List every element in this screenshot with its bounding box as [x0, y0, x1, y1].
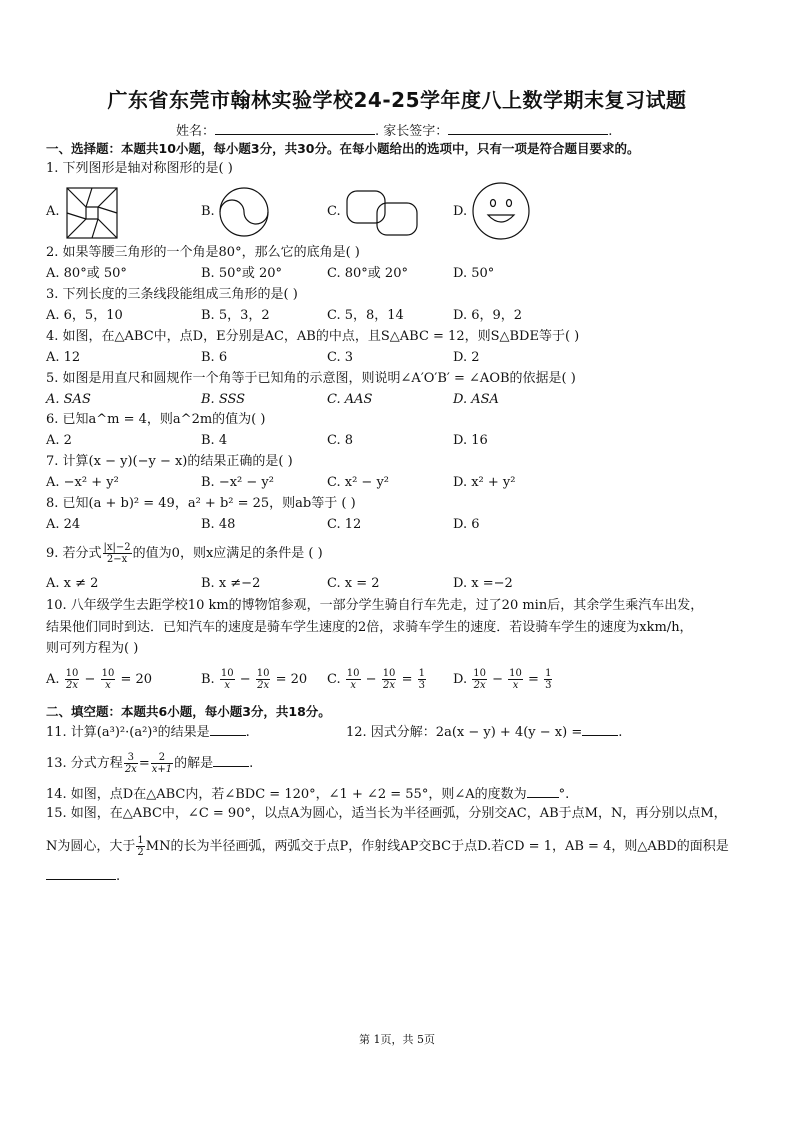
- q12-answer-blank: [582, 724, 618, 736]
- q14-text: 14. 如图，点D在△ABC内，若∠BDC = 120°，∠1 + ∠2 = 55°，则∠A的度数为: [46, 787, 527, 802]
- q7-option-c: C. x² − y²: [327, 475, 390, 490]
- numerator: 2: [151, 752, 173, 764]
- frac-10-over-x: [508, 668, 523, 691]
- denominator: 2x: [383, 680, 396, 691]
- equals-sign: =: [138, 756, 150, 771]
- pinwheel-square-figure: [66, 187, 118, 239]
- q11-text: 11. 计算(a³)²·(a²)³的结果是: [46, 725, 210, 740]
- q6-option-c: C. 8: [327, 433, 354, 448]
- frac-10-over-x: [220, 668, 235, 691]
- minus-sign: −: [492, 672, 504, 687]
- q4-option-d: D. 2: [453, 350, 480, 365]
- minus-sign: −: [239, 672, 251, 687]
- q4-option-c: C. 3: [327, 350, 354, 365]
- section1-header: 一、选择题：本题共10小题，每小题3分，共30分。在每小题给出的选项中，只有一项是符合题目要求的。: [46, 141, 640, 156]
- denominator: x: [350, 680, 356, 691]
- q1-stem: 1. 下列图形是轴对称图形的是( ): [46, 161, 233, 176]
- q9-option-a: A. x ≠ 2: [46, 576, 99, 591]
- q7-stem: 7. 计算(x − y)(−y − x)的结果正确的是( ): [46, 454, 293, 469]
- equals-20: = 20: [120, 672, 153, 687]
- q10-option-a: [46, 668, 152, 691]
- q13-fraction-right: [151, 752, 173, 775]
- yin-yang-circle-figure: [218, 186, 270, 238]
- q4-option-b: B. 6: [201, 350, 228, 365]
- minus-sign: −: [365, 672, 377, 687]
- q6-option-a: A. 2: [46, 433, 72, 448]
- denominator: x: [105, 680, 111, 691]
- q13-post: 的解是: [174, 756, 214, 771]
- frac-10-over-2x: [65, 668, 80, 691]
- q9-stem-post: 的值为0，则x应满足的条件是 ( ): [132, 546, 323, 561]
- q3-option-a: A. 6，5，10: [46, 308, 123, 323]
- numerator: 1: [545, 668, 552, 679]
- q13-period: .: [249, 756, 254, 771]
- q11: [46, 724, 250, 741]
- q8-option-c: C. 12: [327, 517, 362, 532]
- q14-answer-blank: [527, 786, 559, 798]
- q14-end: °.: [558, 787, 570, 802]
- frac-10-over-2x: [382, 668, 397, 691]
- numerator: 10: [220, 668, 234, 679]
- q15-line1: 15. 如图，在△ABC中，∠C = 90°，以点A为圆心，适当长为半径画弧，分别交AC，AB于点M，N，再分别以点M，: [46, 806, 727, 821]
- q10-line1: 10. 八年级学生去距学校10 km的博物馆参观，一部分学生骑自行车先走，过了20 min后，其余学生乘汽车出发，: [46, 598, 704, 613]
- q3-stem: 3. 下列长度的三条线段能组成三角形的是( ): [46, 287, 298, 302]
- q10-option-b-label: B.: [201, 672, 215, 687]
- numerator: 3: [124, 752, 138, 764]
- q3-option-d: D. 6，9，2: [453, 308, 523, 323]
- q4-stem: 4. 如图，在△ABC中，点D，E分别是AC，AB的中点，且S△ABC = 12，则S△BDE等于( ): [46, 329, 580, 344]
- numerator: 10: [473, 668, 486, 679]
- q2-option-a: A. 80°或 50°: [46, 266, 127, 281]
- denominator: 2x: [473, 680, 486, 691]
- q4-option-a: A. 12: [46, 350, 81, 365]
- page-title: 广东省东莞市翰林实验学校24-25学年度八上数学期末复习试题: [107, 88, 687, 112]
- frac-10-over-x: [346, 668, 361, 691]
- denominator: x: [512, 680, 519, 691]
- numerator: 10: [101, 668, 115, 679]
- q13-pre: 13. 分式方程: [46, 756, 123, 771]
- q1-option-a-label: A.: [46, 204, 60, 219]
- q15-answer-blank: [46, 868, 116, 880]
- q8-option-a: A. 24: [46, 517, 81, 532]
- equals-sign: =: [401, 672, 413, 687]
- q12: [346, 724, 622, 741]
- page-footer: 第 1页，共 5页: [359, 1033, 435, 1046]
- q10-line2: 结果他们同时到达．已知汽车的速度是骑车学生速度的2倍，求骑车学生的速度．若设骑车学生的速度为xkm/h，: [46, 620, 693, 635]
- name-signature-line: [176, 120, 612, 139]
- q2-stem: 2. 如果等腰三角形的一个角是80°，那么它的底角是( ): [46, 245, 360, 260]
- smiley-face-figure: [471, 181, 531, 241]
- numerator: 10: [256, 668, 270, 679]
- q8-stem: 8. 已知(a + b)² = 49，a² + b² = 25，则ab等于 ( ): [46, 496, 356, 511]
- q15-answer: [46, 868, 120, 885]
- equals-sign: =: [528, 672, 539, 687]
- denominator: 3: [418, 680, 425, 691]
- denominator: 2x: [257, 680, 270, 691]
- q6-option-d: D. 16: [453, 433, 488, 448]
- q10-option-c: [327, 668, 427, 691]
- frac-10-over-x: [101, 668, 116, 691]
- q9-option-d: D. x =−2: [453, 576, 513, 591]
- q10-option-a-label: A.: [46, 672, 60, 687]
- q9-stem: [46, 542, 323, 565]
- q15-period: .: [116, 869, 121, 884]
- denominator: 2x: [66, 680, 79, 691]
- q11-answer-blank: [210, 724, 246, 736]
- denominator: 3: [545, 680, 552, 691]
- q2-option-c: C. 80°或 20°: [327, 266, 408, 281]
- q10-option-d-label: D.: [453, 672, 468, 687]
- q5-option-c: C. AAS: [327, 392, 373, 407]
- q3-option-b: B. 5，3，2: [201, 308, 270, 323]
- q3-option-c: C. 5，8，14: [327, 308, 404, 323]
- denominator: x+1: [151, 764, 173, 775]
- q9-fraction: [103, 542, 132, 565]
- frac-10-over-2x: [472, 668, 487, 691]
- q1-option-b-label: B.: [201, 204, 215, 219]
- q8-option-b: B. 48: [201, 517, 236, 532]
- numerator: 10: [382, 668, 396, 679]
- q13: [46, 752, 253, 775]
- q10-option-b: [201, 668, 307, 691]
- numerator: 1: [418, 668, 425, 679]
- q10-line3: 则可列方程为( ): [46, 641, 139, 656]
- nameline-period: .: [608, 124, 613, 139]
- q5-stem: 5. 如图是用直尺和圆规作一个角等于已知角的示意图，则说明∠A′O′B′ = ∠AOB的依据是( ): [46, 371, 576, 386]
- q10-option-c-label: C.: [327, 672, 341, 687]
- numerator: 10: [509, 668, 522, 679]
- q9-option-c: C. x = 2: [327, 576, 380, 591]
- q7-option-a: A. −x² + y²: [46, 475, 119, 490]
- q11-period: .: [245, 725, 250, 740]
- frac-10-over-2x: [256, 668, 271, 691]
- equals-20: = 20: [275, 672, 308, 687]
- parent-signature-label: . 家长签字：: [375, 124, 449, 139]
- parent-signature-blank: [448, 123, 608, 135]
- section2-header: 二、填空题：本题共6小题，每小题3分，共18分。: [46, 704, 331, 719]
- denominator: 2x: [124, 764, 137, 775]
- q9-stem-pre: 9. 若分式: [46, 546, 102, 561]
- q14: [46, 786, 569, 803]
- q13-answer-blank: [213, 755, 249, 767]
- q2-option-b: B. 50°或 20°: [201, 266, 283, 281]
- q1-option-d-label: D.: [453, 204, 468, 219]
- q9-option-b: B. x ≠−2: [201, 576, 261, 591]
- q15-line2: [46, 835, 729, 858]
- q9-fraction-numerator: |x|−2: [103, 542, 131, 553]
- q8-option-d: D. 6: [453, 517, 480, 532]
- frac-1-over-3: [544, 668, 552, 691]
- q1-option-c-label: C.: [327, 204, 341, 219]
- name-blank: [215, 123, 375, 135]
- q15-line2-pre: N为圆心，大于: [46, 839, 136, 854]
- q10-option-d: [453, 668, 553, 691]
- denominator: x: [224, 680, 231, 691]
- numerator: 10: [65, 668, 79, 679]
- q13-fraction-left: [124, 752, 138, 775]
- q7-option-d: D. x² + y²: [453, 475, 516, 490]
- interlocked-rounded-squares-figure: [345, 188, 425, 238]
- q15-half-fraction: [136, 835, 144, 858]
- q12-text: 12. 因式分解：2a(x − y) + 4(y − x) =: [346, 725, 583, 740]
- q5-option-b: B. SSS: [201, 392, 246, 407]
- q5-option-a: A. SAS: [46, 392, 91, 407]
- q15-line2-post: MN的长为半径画弧，两弧交于点P，作射线AP交BC于点D.若CD = 1，AB = 4，则△ABD的面积是: [145, 839, 729, 854]
- q6-option-b: B. 4: [201, 433, 228, 448]
- q6-stem: 6. 已知a^m = 4，则a^2m的值为( ): [46, 412, 266, 427]
- frac-1-over-3: [418, 668, 426, 691]
- name-label: 姓名：: [176, 124, 216, 139]
- numerator: 1: [137, 835, 144, 846]
- denominator: 2: [137, 847, 144, 858]
- q7-option-b: B. −x² − y²: [201, 475, 274, 490]
- q2-option-d: D. 50°: [453, 266, 495, 281]
- numerator: 10: [346, 668, 360, 679]
- q5-option-d: D. ASA: [453, 392, 499, 407]
- q9-fraction-denominator: 2−x: [106, 554, 128, 565]
- minus-sign: −: [84, 672, 96, 687]
- q12-period: .: [618, 725, 623, 740]
